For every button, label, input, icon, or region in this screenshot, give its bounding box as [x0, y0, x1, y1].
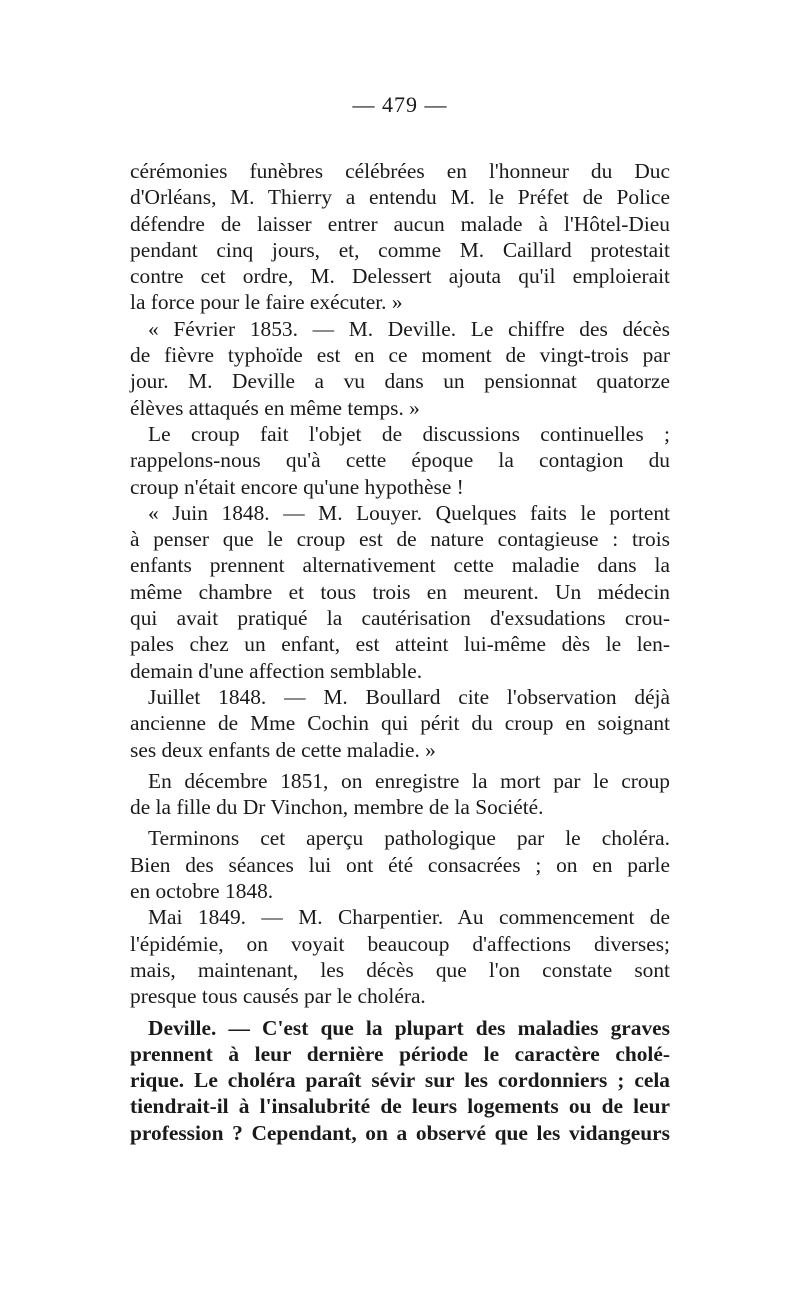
text-line: rappelons-nous qu'à cette époque la contagion du [130, 448, 670, 473]
text-line: contre cet ordre, M. Delessert ajouta qu'il emploierait [130, 264, 670, 289]
text-line: jour. M. Deville a vu dans un pensionnat quatorze [130, 369, 670, 394]
book-page [130, 92, 670, 1146]
text-line: ancienne de Mme Cochin qui périt du croup en soignant [130, 711, 670, 736]
text-line: en octobre 1848. [130, 879, 274, 904]
text-line: « Juin 1848. — M. Louyer. Quelques faits le portent [148, 500, 670, 525]
text-line: élèves attaqués en même temps. » [130, 395, 420, 420]
paragraph-5 [130, 684, 670, 763]
text-line: de fièvre typhoïde est en ce moment de vingt-trois par [130, 343, 670, 368]
text-line: cérémonies funèbres célébrées en l'honneur du Duc [130, 159, 670, 183]
text-line: « Février 1853. — M. Deville. Le chiffre des décès [148, 316, 670, 341]
text-line: Bien des séances lui ont été consacrées ; on en parle [130, 852, 670, 877]
text-line: rique. Le choléra paraît sévir sur les cordonniers ; cela [130, 1068, 670, 1093]
paragraph-6 [130, 768, 670, 821]
text-line: de la fille du Dr Vinchon, membre de la Société. [130, 795, 544, 820]
text-line: la force pour le faire exécuter. » [130, 290, 403, 315]
paragraph-8 [130, 904, 670, 1009]
text-line: même chambre et tous trois en meurent. Un médecin [130, 579, 670, 604]
paragraph-1 [130, 158, 670, 316]
text-line: profession ? Cependant, on a observé que les vidangeurs [130, 1120, 670, 1145]
paragraph-7 [130, 825, 670, 904]
text-line: pendant cinq jours, et, comme M. Caillard protestait [130, 237, 670, 262]
text-line: Deville. — C'est que la plupart des maladies graves [148, 1015, 670, 1040]
text-line: En décembre 1851, on enregistre la mort par le croup [148, 768, 670, 793]
text-line: Mai 1849. — M. Charpentier. Au commencement de [148, 905, 670, 930]
text-line: tiendrait-il à l'insalubrité de leurs logements ou de leur [130, 1094, 670, 1119]
text-line: mais, maintenant, les décès que l'on constate sont [130, 957, 670, 982]
text-line: ses deux enfants de cette maladie. » [130, 737, 436, 762]
paragraph-3 [130, 421, 670, 500]
text-line: qui avait pratiqué la cautérisation d'exsudations crou- [130, 606, 670, 631]
paragraph-4 [130, 500, 670, 684]
text-line: pales chez un enfant, est atteint lui-même dès le len- [130, 632, 670, 657]
text-line: Juillet 1848. — M. Boullard cite l'observation déjà [148, 684, 670, 709]
text-line: défendre de laisser entrer aucun malade à l'Hôtel-Dieu [130, 211, 670, 236]
text-line: à penser que le croup est de nature contagieuse : trois [130, 527, 670, 552]
paragraph-2 [130, 316, 670, 421]
text-line: d'Orléans, M. Thierry a entendu M. le Préfet de Police [130, 185, 670, 210]
text-line: Terminons cet aperçu pathologique par le choléra. [148, 826, 670, 851]
page-number: — 479 — [352, 92, 448, 117]
paragraph-9 [130, 1015, 670, 1146]
text-line: croup n'était encore qu'une hypothèse ! [130, 474, 464, 499]
text-line: prennent à leur dernière période le caractère cholé- [130, 1041, 670, 1066]
text-line: enfants prennent alternativement cette maladie dans la [130, 553, 670, 578]
text-line: demain d'une affection semblable. [130, 658, 423, 683]
text-line: l'épidémie, on voyait beaucoup d'affections diverses; [130, 931, 670, 956]
text-line: Le croup fait l'objet de discussions continuelles ; [148, 421, 670, 446]
text-line: presque tous causés par le choléra. [130, 984, 426, 1009]
